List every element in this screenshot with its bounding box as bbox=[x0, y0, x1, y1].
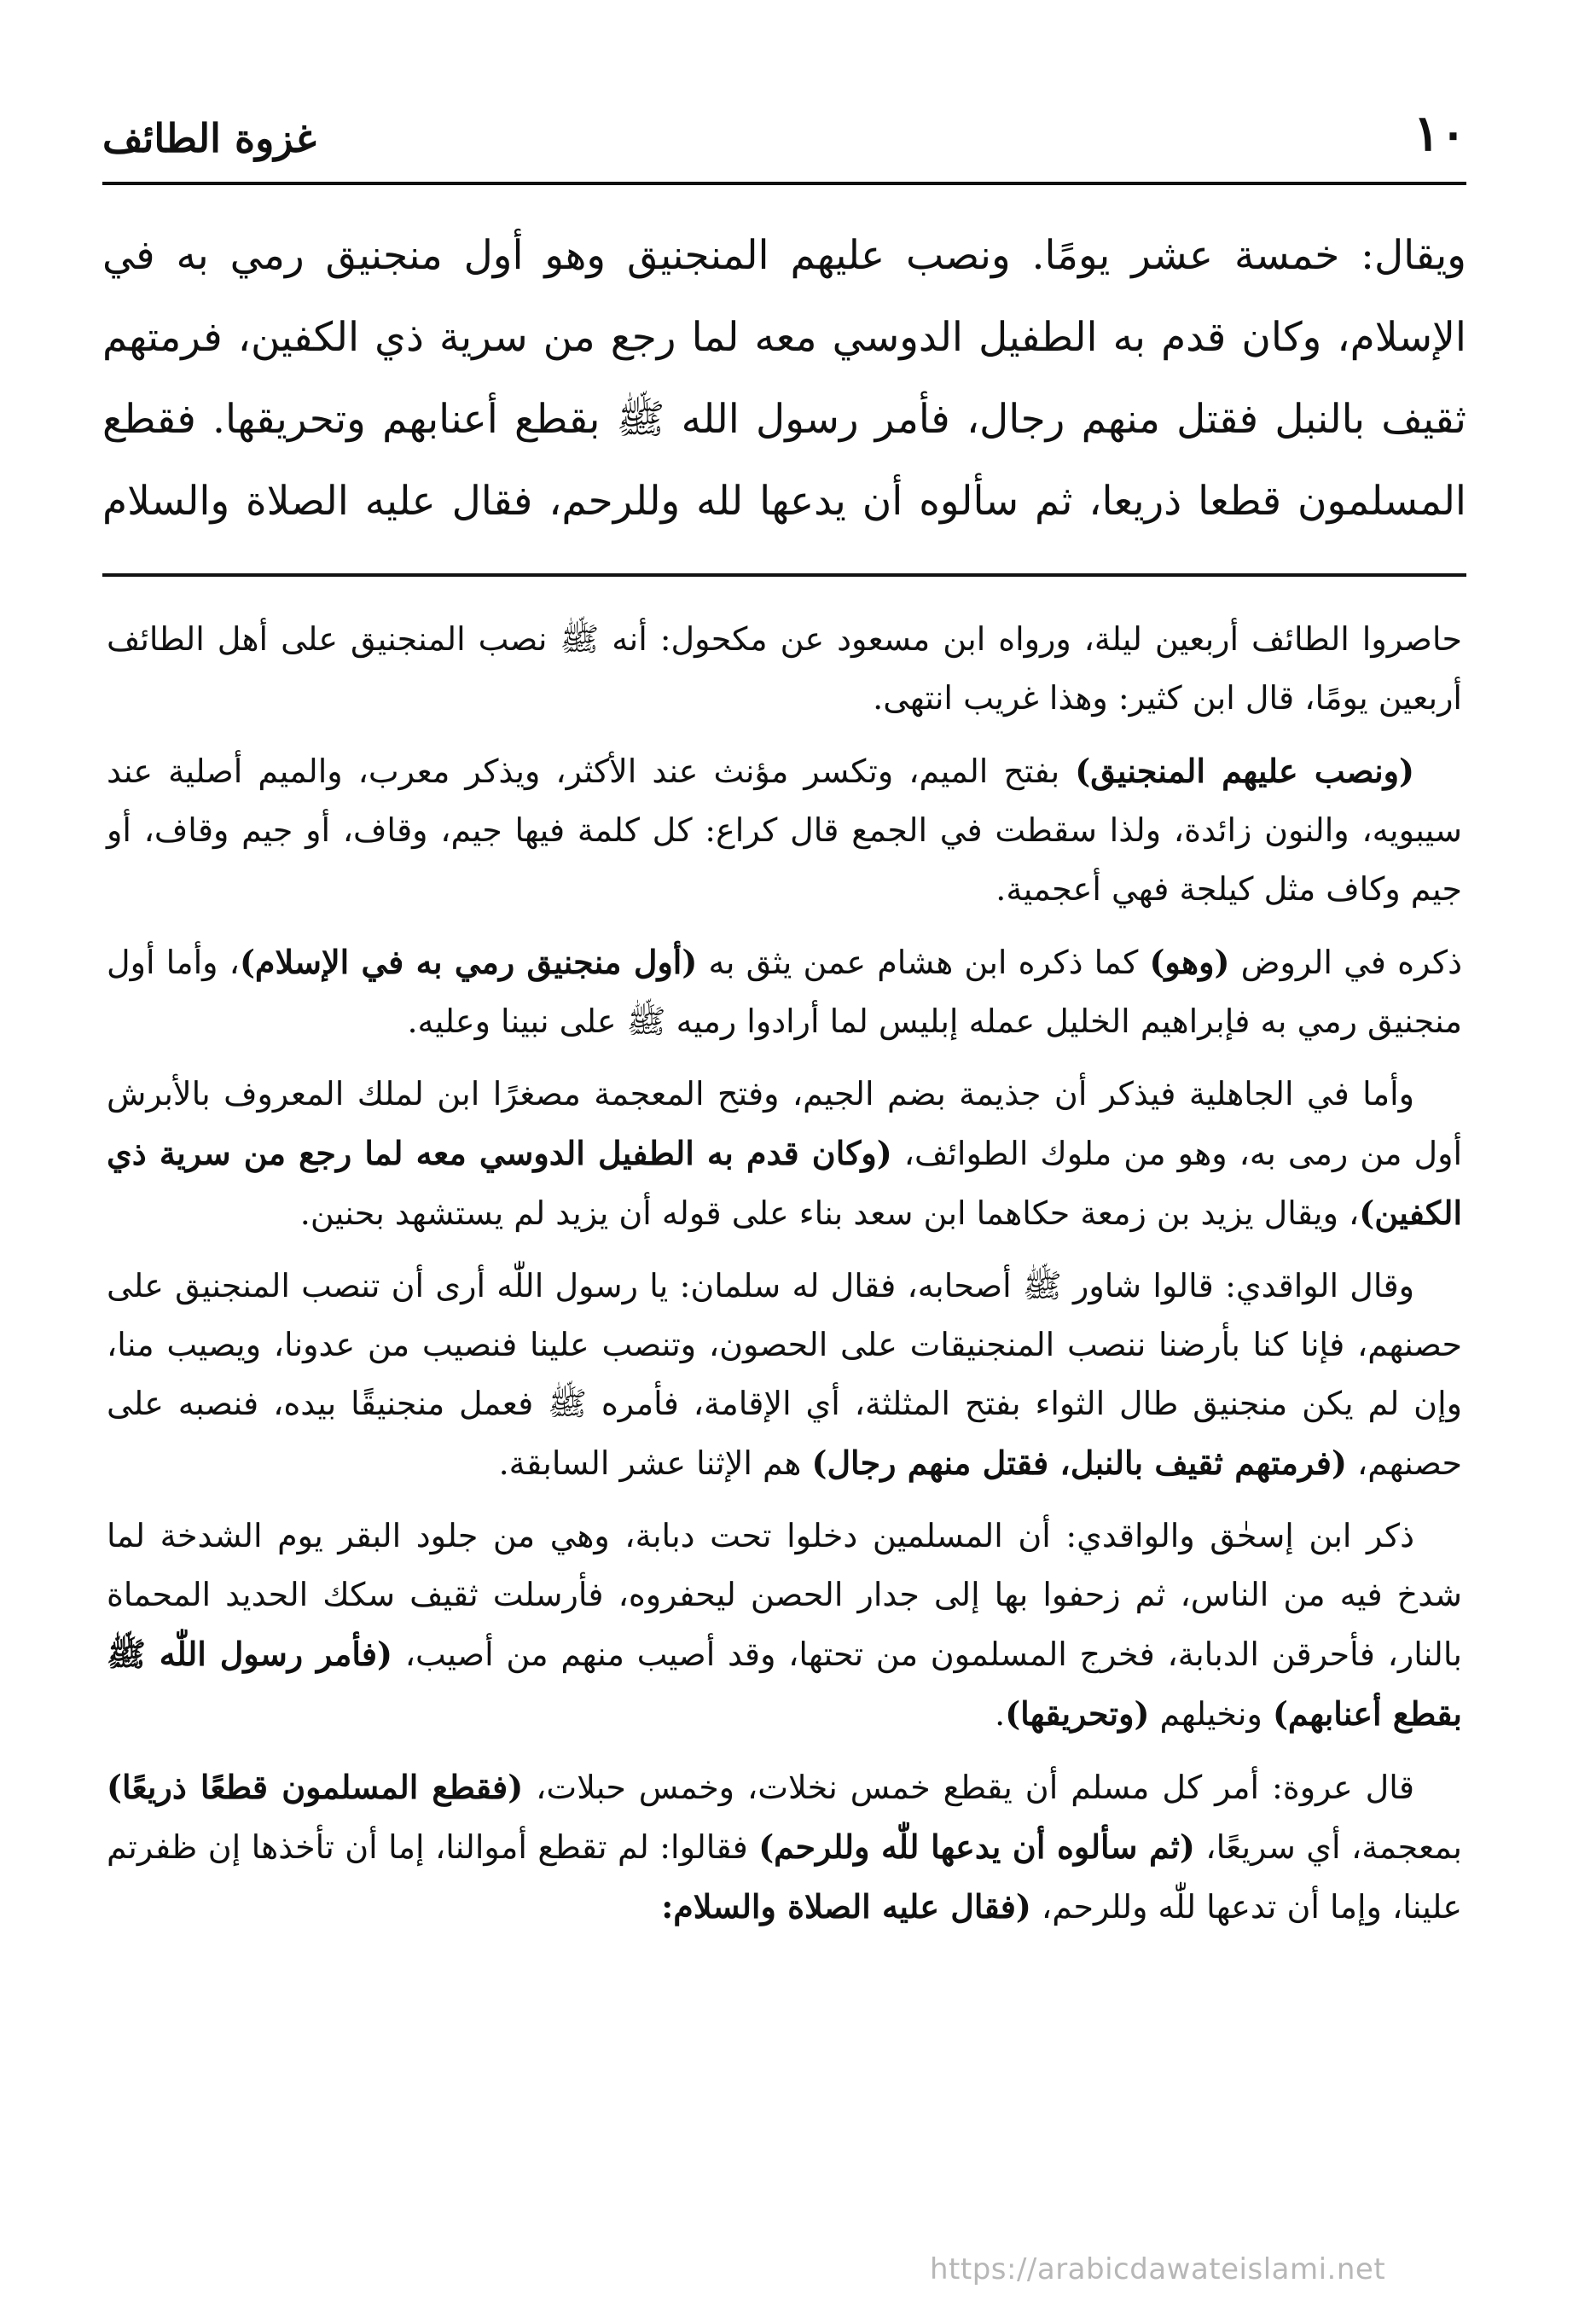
page-number: ١٠ bbox=[1413, 104, 1466, 162]
note-paragraph-5: وقال الواقدي: قالوا شاور ﷺ أصحابه، فقال له سلمان: يا رسول اللّٰه أرى أن تنصب المنجنيق على حصنهم، فإنا كنا بأرضنا ننصب المنجنيقات على الحصون، وتنصب علينا فنصيب من عدونا، ويصيب منا، وإن لم يكن منجنيق طال الثواء بفتح المثلثة، أي الإقامة، فأمره ﷺ فعمل منجنيقًا بيده، فنصبه على حصنهم، (فرمتهم ثقيف بالنبل، فقتل منهم رجال) هم الإثنا عشر السابقة. bbox=[107, 1267, 1462, 1482]
quoted-lemma: (فقال عليه الصلاة والسلام: bbox=[661, 1887, 1031, 1926]
quoted-lemma: (ثم سألوه أن يدعها للّٰه وللرحم) bbox=[758, 1827, 1195, 1866]
footnote-separator bbox=[102, 573, 1466, 577]
header-rule bbox=[102, 182, 1466, 185]
running-title: غزوة الطائف bbox=[102, 115, 316, 161]
page-header bbox=[102, 90, 1466, 162]
quoted-lemma: (فقطع المسلمون قطعًا ذريعًا) bbox=[107, 1768, 524, 1806]
note-paragraph-6: ذكر ابن إسحٰق والواقدي: أن المسلمين دخلوا تحت دبابة، وهي من جلود البقر يوم الشدخة لما شدخ فيه من الناس، ثم زحفوا بها إلى جدار الحصن ليحفروه، فأرسلت ثقيف سكك الحديد المحماة بالنار، فأحرقن الدبابة، فخرج المسلمون من تحتها، وقد أصيب منهم من أصيب، (فأمر رسول اللّٰه ﷺ بقطع أعنابهم) ونخيلهم (وتحريقها). bbox=[107, 1517, 1463, 1733]
quoted-lemma: (أول منجنيق رمي به في الإسلام) bbox=[239, 943, 698, 981]
note-paragraph-1: حاصروا الطائف أربعين ليلة، ورواه ابن مسعود عن مكحول: أنه ﷺ نصب المنجنيق على أهل الطائف أربعين يومًا، قال ابن كثير: وهذا غريب انتهى. bbox=[107, 620, 1462, 717]
quoted-lemma: (فأمر رسول اللّٰه ﷺ بقطع أعنابهم) bbox=[107, 1635, 1462, 1733]
main-text bbox=[102, 215, 1466, 543]
main-paragraph: ويقال: خمسة عشر يومًا. ونصب عليهم المنجنيق وهو أول منجنيق رمي به في الإسلام، وكان قدم به الطفيل الدوسي معه لما رجع من سرية ذي الكفين، فرمتهم ثقيف بالنبل فقتل منهم رجال، فأمر رسول الله ﷺ بقطع أعنابهم وتحريقها. فقطع المسلمون قطعا ذريعا، ثم سألوه أن يدعها لله وللرحم، فقال عليه الصلاة والسلام bbox=[102, 232, 1466, 525]
note-paragraph-3: ذكره في الروض (وهو) كما ذكره ابن هشام عمن يثق به (أول منجنيق رمي به في الإسلام)، وأما أول منجنيق رمي به فإبراهيم الخليل عمله إبليس لما أرادوا رميه ﷺ على نبينا وعليه. bbox=[107, 943, 1462, 1040]
commentary bbox=[107, 610, 1462, 1950]
quoted-lemma: (وتحريقها) bbox=[1005, 1694, 1150, 1733]
quoted-lemma: (وهو) bbox=[1149, 943, 1230, 981]
note-paragraph-2: (ونصب عليهم المنجنيق) بفتح الميم، وتكسر مؤنث عند الأكثر، ويذكر معرب، والميم أصلية عند سيبويه، والنون زائدة، ولذا سقطت في الجمع قال كراع: كل كلمة فيها جيم، وقاف، أو جيم وقاف، أو جيم وكاف مثل كيلجة فهي أعجمية. bbox=[107, 752, 1462, 908]
quoted-lemma: (ونصب عليهم المنجنيق) bbox=[1075, 752, 1414, 790]
note-paragraph-4: وأما في الجاهلية فيذكر أن جذيمة بضم الجيم، وفتح المعجمة مصغرًا ابن لملك المعروف بالأبرش أول من رمى به، وهو من ملوك الطوائف، (وكان قدم به الطفيل الدوسي معه لما رجع من سرية ذي الكفين)، ويقال يزيد بن زمعة حكاهما ابن سعد بناء على قوله أن يزيد لم يستشهد بحنين. bbox=[107, 1075, 1462, 1232]
note-paragraph-7: قال عروة: أمر كل مسلم أن يقطع خمس نخلات، وخمس حبلات، (فقطع المسلمون قطعًا ذريعًا) بمعجمة، أي سريعًا، (ثم سألوه أن يدعها للّٰه وللرحم) فقالوا: لم تقطع أموالنا، إما أن تأخذها إن ظفرتم علينا، وإما أن تدعها للّٰه وللرحم، (فقال عليه الصلاة والسلام: bbox=[107, 1768, 1462, 1926]
watermark-url: https://arabicdawateislami.net bbox=[930, 2252, 1386, 2286]
quoted-lemma: (وكان قدم به الطفيل الدوسي معه لما رجع من سرية ذي الكفين) bbox=[107, 1134, 1462, 1232]
quoted-lemma: (فرمتهم ثقيف بالنبل، فقتل منهم رجال) bbox=[811, 1444, 1347, 1482]
